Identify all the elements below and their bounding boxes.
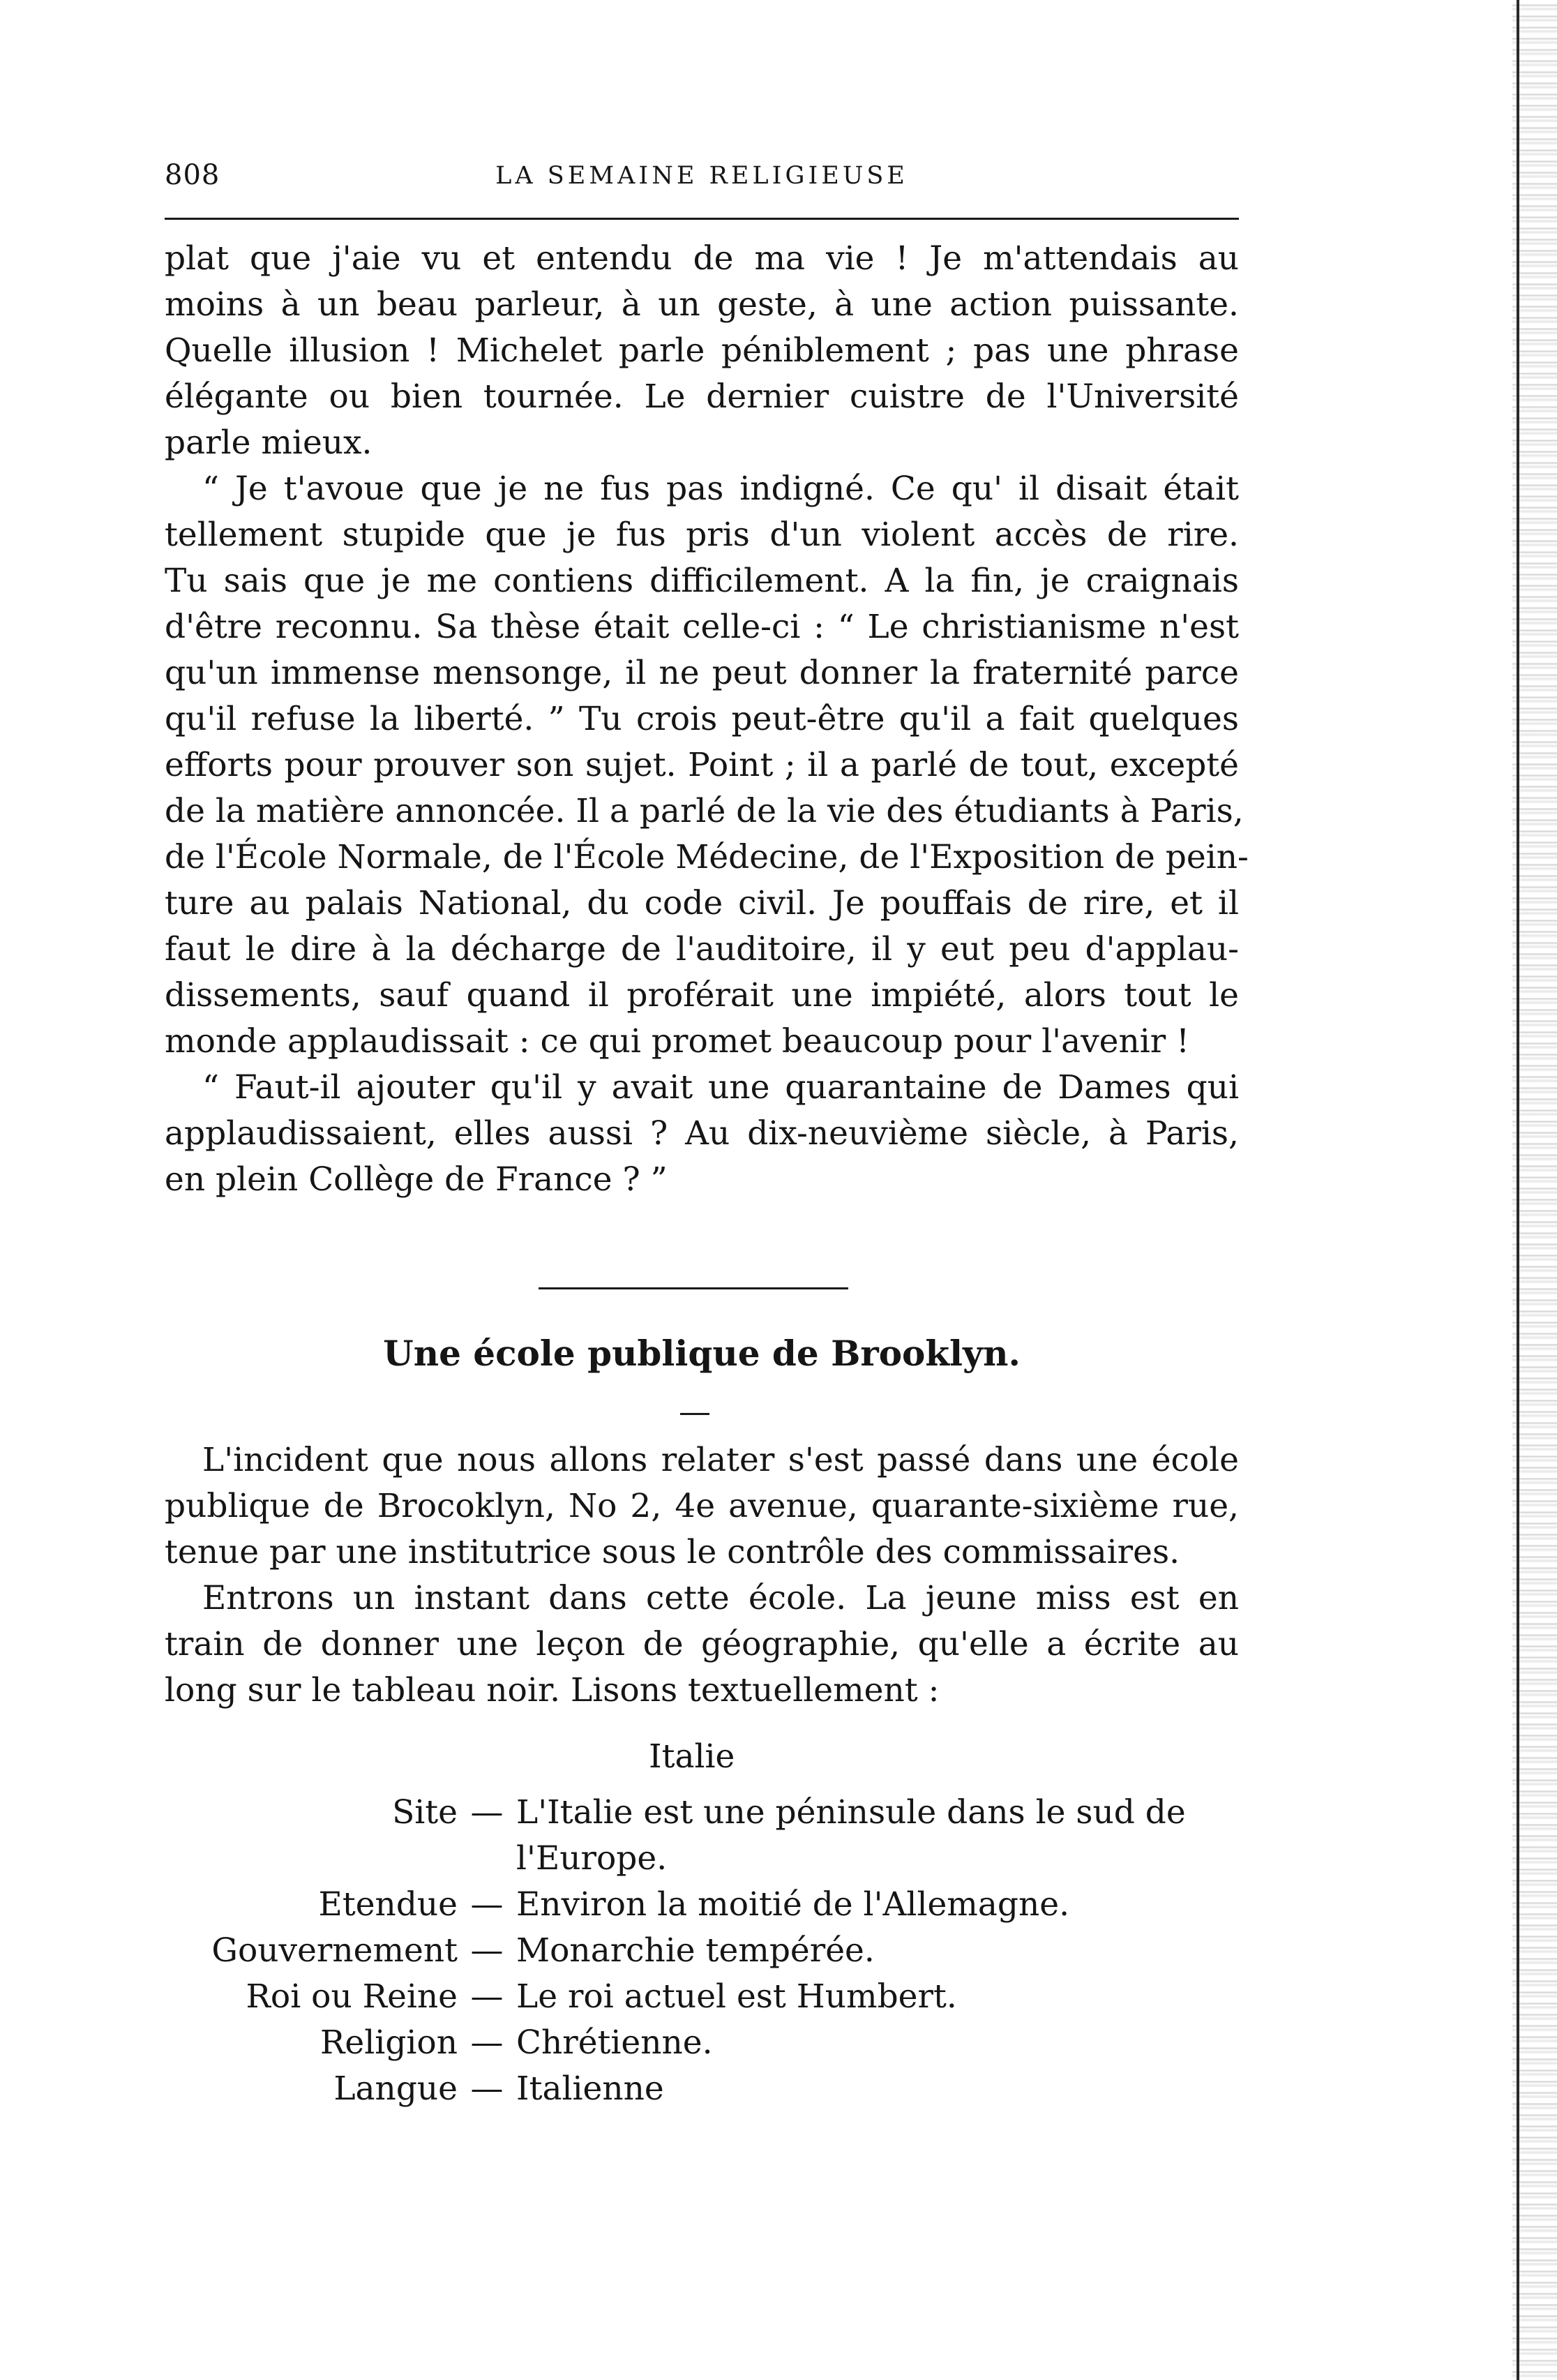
intro-paragraph	[165, 1437, 1239, 1576]
text-line: tenue par une institutrice sous le contrôle des commissaires.	[165, 1533, 1180, 1571]
lesson-term: Site	[392, 1793, 458, 1832]
text-line: long sur le tableau noir. Lisons textuellement :	[165, 1671, 940, 1709]
lesson-table	[165, 1790, 1239, 2112]
text-line: dissements, sauf quand il proférait une impiété, alors tout le	[165, 976, 1239, 1015]
lesson-term: Religion	[320, 2023, 458, 2062]
text-line: qu'un immense mensonge, il ne peut donner la fraternité parce	[165, 654, 1239, 692]
header-rule	[165, 218, 1239, 220]
text-line: de la matière annoncée. Il a parlé de la vie des étudiants à Paris,	[165, 792, 1244, 830]
lesson-dash: —	[470, 2070, 504, 2108]
lesson-definition: Chrétienne.	[516, 2023, 713, 2062]
text-line: parle mieux.	[165, 424, 373, 462]
text-line: faut le dire à la décharge de l'auditoire, il y eut peu d'applau-	[165, 930, 1239, 968]
text-line: publique de Brocoklyn, No 2, 4e avenue, quarante-sixième rue,	[165, 1487, 1239, 1525]
section-separator-rule	[539, 1287, 848, 1289]
lesson-definition: Environ la moitié de l'Allemagne.	[516, 1885, 1070, 1924]
running-title: LA SEMAINE RELIGIEUSE	[495, 162, 908, 190]
text-line: Entrons un instant dans cette école. La jeune miss est en	[202, 1579, 1239, 1617]
text-line: élégante ou bien tournée. Le dernier cuistre de l'Université	[165, 377, 1239, 416]
text-line: Quelle illusion ! Michelet parle péniblement ; pas une phrase	[165, 331, 1239, 370]
text-line: de l'École Normale, de l'École Médecine, de l'Exposition de pein-	[165, 838, 1249, 876]
lesson-dash: —	[470, 1793, 504, 1832]
text-line: “ Faut-il ajouter qu'il y avait une quarantaine de Dames qui	[202, 1068, 1239, 1107]
lesson-definition: Italienne	[516, 2070, 664, 2108]
text-line: qu'il refuse la liberté. ” Tu crois peut-être qu'il a fait quelques	[165, 700, 1239, 738]
text-line: “ Je t'avoue que je ne fus pas indigné. Ce qu' il disait était	[202, 470, 1239, 508]
lesson-term: Langue	[333, 2070, 458, 2108]
lesson-paragraph	[165, 1576, 1239, 1714]
text-line: d'être reconnu. Sa thèse était celle-ci : “ Le christianisme n'est	[165, 608, 1239, 646]
lesson-entry	[165, 2066, 1239, 2112]
lesson-entry	[165, 1928, 1239, 1974]
lesson-entry	[165, 1882, 1239, 1928]
lesson-term: Roi ou Reine	[246, 1977, 458, 2016]
quote-paragraph	[165, 236, 1239, 466]
lesson-dash: —	[470, 1885, 504, 1924]
text-line: applaudissaient, elles aussi ? Au dix-neuvième siècle, à Paris,	[165, 1114, 1239, 1153]
scanned-page-edge	[1512, 0, 1557, 2380]
text-line: moins à un beau parleur, à un geste, à une action puissante.	[165, 285, 1239, 324]
text-line: tellement stupide que je fus pris d'un violent accès de rire.	[165, 516, 1239, 554]
lesson-definition: Le roi actuel est Humbert.	[516, 1977, 957, 2016]
text-line: L'incident que nous allons relater s'est passé dans une école	[202, 1441, 1239, 1479]
lesson-definition: Monarchie tempérée.	[516, 1931, 875, 1970]
section-title: Une école publique de Brooklyn.	[383, 1333, 1021, 1374]
text-line: ture au palais National, du code civil. Je pouffais de rire, et il	[165, 884, 1239, 922]
lesson-term: Gouvernement	[211, 1931, 458, 1970]
second-paragraph	[165, 466, 1249, 1065]
lesson-term: Etendue	[318, 1885, 458, 1924]
title-underline-rule	[680, 1413, 709, 1415]
lesson-entry	[165, 1790, 1239, 1882]
lesson-dash: —	[470, 1977, 504, 2016]
lesson-title: Italie	[649, 1737, 735, 1776]
page-header	[165, 159, 1239, 201]
lesson-dash: —	[470, 2023, 504, 2062]
third-paragraph	[165, 1065, 1239, 1203]
text-line: monde applaudissait : ce qui promet beaucoup pour l'avenir !	[165, 1022, 1190, 1061]
page-number: 808	[165, 159, 220, 191]
text-line: train de donner une leçon de géographie, qu'elle a écrite au	[165, 1625, 1239, 1663]
text-line: en plein Collège de France ? ”	[165, 1160, 668, 1199]
lesson-entry	[165, 2020, 1239, 2066]
text-line: Tu sais que je me contiens difficilement. A la fin, je craignais	[165, 562, 1239, 600]
text-line: efforts pour prouver son sujet. Point ; il a parlé de tout, excepté	[165, 746, 1239, 784]
lesson-entry	[165, 1974, 1239, 2020]
text-line: plat que j'aie vu et entendu de ma vie ! Je m'attendais au	[165, 239, 1239, 278]
lesson-definition: L'Italie est une péninsule dans le sud de l'Europe.	[516, 1793, 1186, 1878]
lesson-dash: —	[470, 1931, 504, 1970]
